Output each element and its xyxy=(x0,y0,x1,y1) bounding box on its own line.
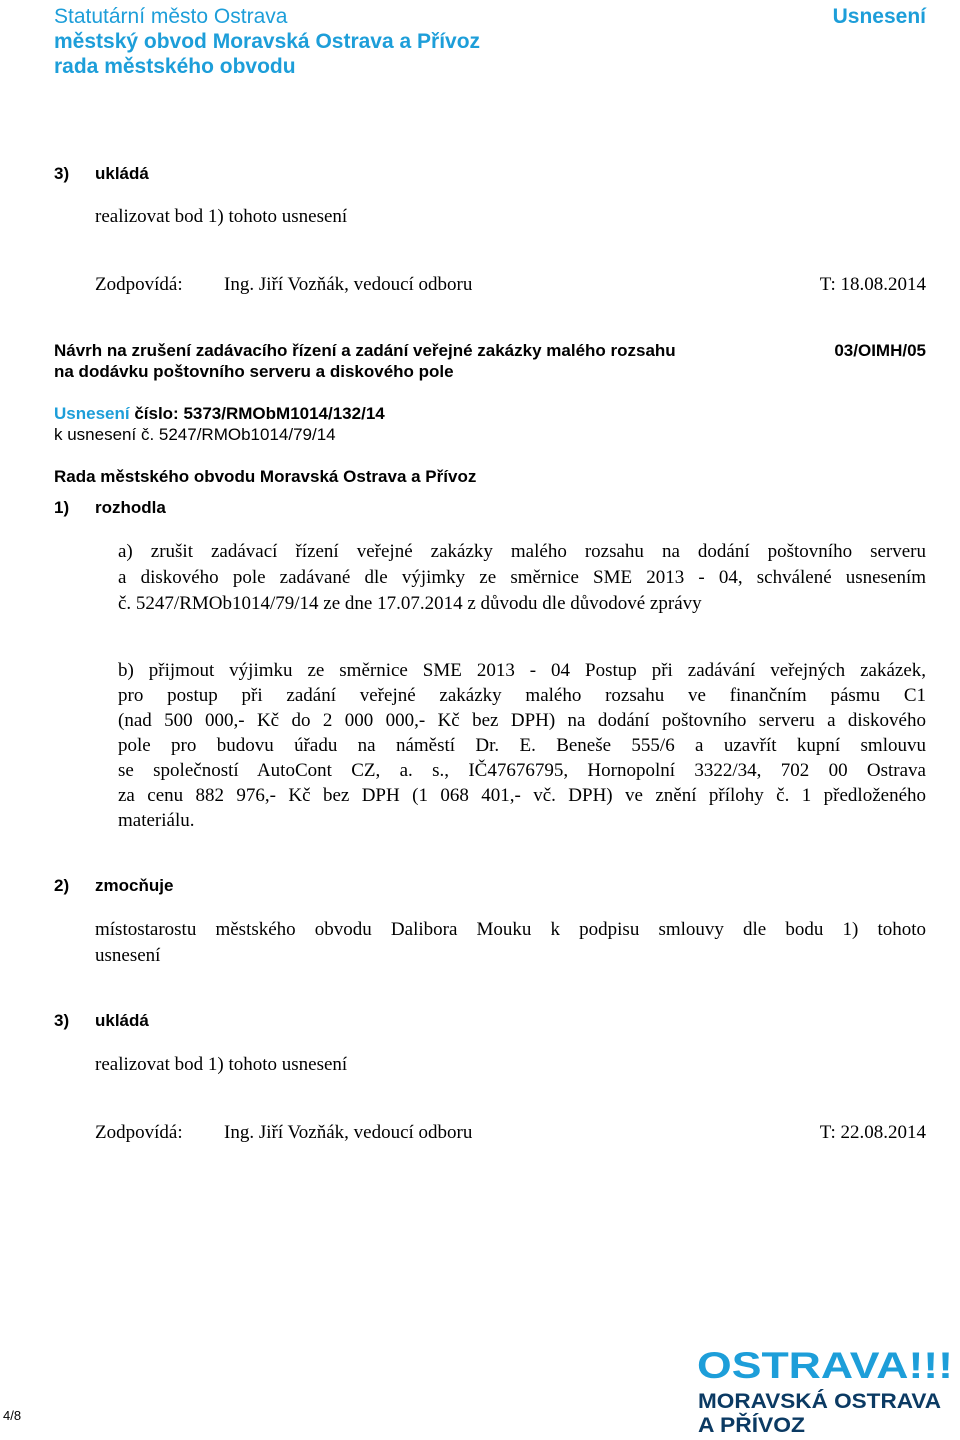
item1a-line-3: č. 5247/RMOb1014/79/14 ze dne 17.07.2014 z důvodu dle důvodové zprávy xyxy=(118,593,702,614)
item1b-line-1: b) přijmout výjimku ze směrnice SME 2013 - 04 Postup při zadávání veřejných zakázek, xyxy=(118,660,926,681)
item2-number: 2) xyxy=(54,876,70,895)
item3-resp-label: Zodpovídá: xyxy=(95,1122,183,1143)
council-name: Rada městského obvodu Moravská Ostrava a Přívoz xyxy=(54,467,477,486)
page-number: 4/8 xyxy=(3,1408,22,1423)
item3-resp-person: Ing. Jiří Vozňák, vedoucí odboru xyxy=(224,1122,473,1143)
document-type: Usnesení xyxy=(832,5,926,28)
proposal-code: 03/OIMH/05 xyxy=(834,341,926,360)
item1b-line-5: se společností AutoCont CZ, a. s., IČ47676795, Hornopolní 3322/34, 702 00 Ostrava xyxy=(118,760,926,781)
item1-verb: rozhodla xyxy=(95,498,166,517)
header-council: rada městského obvodu xyxy=(54,55,296,78)
item3-deadline: T: 22.08.2014 xyxy=(819,1122,926,1143)
prev-item-verb: ukládá xyxy=(95,164,149,183)
logo-district-line2: A PŘÍVOZ xyxy=(698,1414,797,1435)
item1b-line-4: pole pro budovu úřadu na náměstí Dr. E. Beneše 555/6 a uzavřít kupní smlouvu xyxy=(118,735,926,756)
prev-item-number: 3) xyxy=(54,164,70,183)
ostrava-logo xyxy=(695,1345,957,1435)
proposal-title-line1: Návrh na zrušení zadávacího řízení a zadání veřejné zakázky malého rozsahu xyxy=(54,341,676,360)
item1a-line-2: a diskového pole zadávané dle výjimky ze směrnice SME 2013 - 04, schválené usnesením xyxy=(118,567,926,588)
header-city: Statutární město Ostrava xyxy=(54,5,288,28)
resolution-number-text: číslo: 5373/RMObM1014/132/14 xyxy=(129,404,385,423)
prev-resp-label: Zodpovídá: xyxy=(95,274,183,295)
logo-wordmark: OSTRAVA!!! xyxy=(697,1345,953,1386)
item1a-line-1: a) zrušit zadávací řízení veřejné zakázky malého rozsahu na dodání poštovního serveru xyxy=(118,541,926,562)
item2-line-1: místostarostu městského obvodu Dalibora Mouku k podpisu smlouvy dle bodu 1) tohoto xyxy=(95,919,926,940)
resolution-number xyxy=(54,403,385,424)
proposal-title-line2: na dodávku poštovního serveru a diskového pole xyxy=(54,362,454,381)
logo-district-line1: MORAVSKÁ OSTRAVA xyxy=(698,1390,941,1413)
prev-resp-person: Ing. Jiří Vozňák, vedoucí odboru xyxy=(224,274,473,295)
item1-number: 1) xyxy=(54,498,70,517)
item1b-line-3: (nad 500 000,- Kč do 2 000 000,- Kč bez DPH) na dodání poštovního serveru a diskového xyxy=(118,710,926,731)
resolution-label: Usnesení xyxy=(54,404,130,423)
item3-text: realizovat bod 1) tohoto usnesení xyxy=(95,1054,348,1075)
item1b-line-6: za cenu 882 976,- Kč bez DPH (1 068 401,- vč. DPH) ve znění přílohy č. 1 předloženého xyxy=(118,785,926,806)
item2-line-2: usnesení xyxy=(95,945,161,966)
prev-item-text: realizovat bod 1) tohoto usnesení xyxy=(95,206,348,227)
item1b-line-7: materiálu. xyxy=(118,810,195,831)
item1b-line-2: pro postup při zadání veřejné zakázky malého rozsahu ve finančním pásmu C1 xyxy=(118,685,926,706)
resolution-reference: k usnesení č. 5247/RMOb1014/79/14 xyxy=(54,425,336,444)
item3-number: 3) xyxy=(54,1011,70,1030)
prev-deadline: T: 18.08.2014 xyxy=(819,274,926,295)
header-district: městský obvod Moravská Ostrava a Přívoz xyxy=(54,30,481,53)
item2-verb: zmocňuje xyxy=(95,876,174,895)
item3-verb: ukládá xyxy=(95,1011,149,1030)
